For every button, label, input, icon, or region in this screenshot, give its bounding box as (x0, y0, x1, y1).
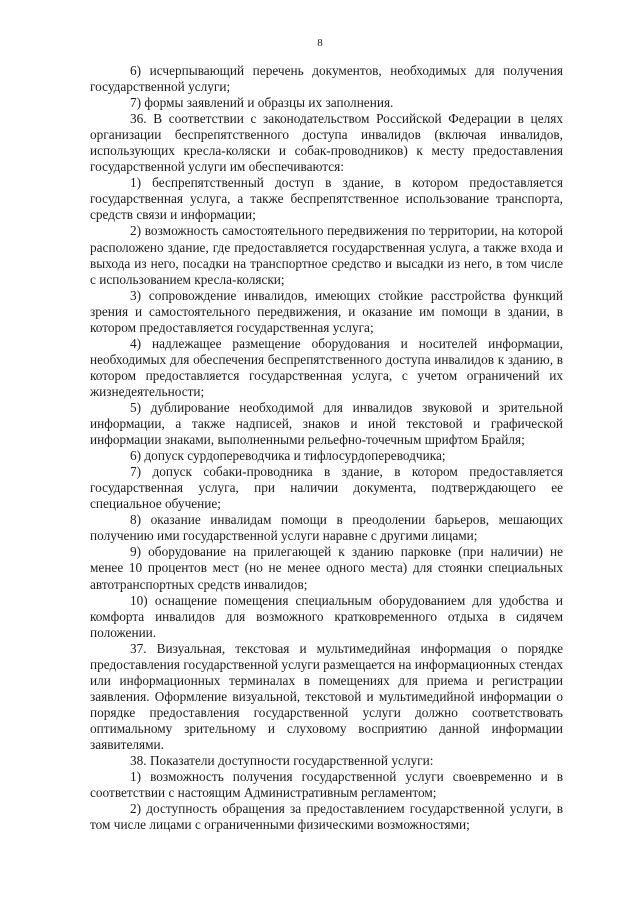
paragraph-36-item-2: 2) возможность самостоятельного передвижения по территории, на которой расположено здание, где предоставляется государственная услуга, а также входа и выхода из него, посадки на транспортное средство и высадки из него, в том числе с использованием кресла-коляски; (90, 223, 563, 287)
paragraph-36-item-4: 4) надлежащее размещение оборудования и носителей информации, необходимых для обеспечения беспрепятственного доступа инвалидов к зданию, в котором предоставляется государственная услуга, с учетом ограничений их жизнедеятельности; (90, 335, 563, 399)
paragraph-38-item-2: 2) доступность обращения за предоставлением государственной услуги, в том числе лицами с ограниченными физическими возможностями; (90, 801, 563, 833)
paragraph-36-item-7: 7) допуск собаки-проводника в здание, в котором предоставляется государственная услуга, при наличии документа, подтверждающего ее специальное обучение; (90, 464, 563, 512)
page-number: 8 (317, 37, 323, 49)
paragraph-36-item-6: 6) допуск сурдопереводчика и тифлосурдопереводчика; (130, 448, 446, 464)
paragraph-36-item-1: 1) беспрепятственный доступ в здание, в котором предоставляется государственная услуга, а также беспрепятственное использование транспорта, средств связи и информации; (90, 175, 563, 223)
paragraph-36-item-3: 3) сопровождение инвалидов, имеющих стойкие расстройства функций зрения и самостоятельного передвижения, и оказание им помощи в здании, в котором предоставляется государственная услуга; (90, 287, 563, 335)
document-body (90, 63, 563, 833)
paragraph-36-item-9: 9) оборудование на прилегающей к зданию парковке (при наличии) не менее 10 процентов мест (но не менее одного места) для стоянки специальных автотранспортных средств инвалидов; (90, 544, 563, 592)
paragraph-section-37: 37. Визуальная, текстовая и мультимедийная информация о порядке предоставления государственной услуги размещается на информационных стендах или информационных терминалах в помещениях для приема и регистрации заявления. Оформление визуальной, текстовой и мультимедийной информации о порядке предоставления государственной услуги должно соответствовать оптимальному зрительному и слуховому восприятию данной информации заявителями. (90, 640, 564, 752)
paragraph-38-item-1: 1) возможность получения государственной услуги своевременно и в соответствии с настоящим Административным регламентом; (90, 769, 563, 801)
paragraph-36-item-5: 5) дублирование необходимой для инвалидов звуковой и зрительной информации, а также надписей, знаков и иной текстовой и графической информации знаками, выполненными рельефно-точечным шрифтом Брайля; (90, 399, 563, 448)
paragraph-item-6-documents-list: 6) исчерпывающий перечень документов, необходимых для получения государственной услуги; (90, 63, 563, 95)
paragraph-36-item-8: 8) оказание инвалидам помощи в преодолении барьеров, мешающих получению ими государственной услуги наравне с другими лицами; (90, 512, 563, 544)
paragraph-item-7-application-forms: 7) формы заявлений и образцы их заполнения. (130, 95, 394, 111)
paragraph-section-38: 38. Показатели доступности государственной услуги: (130, 753, 434, 769)
paragraph-36-item-10: 10) оснащение помещения специальным оборудованием для удобства и комфорта инвалидов для возможного кратковременного отдыха в сидячем положении. (90, 592, 563, 640)
paragraph-section-36: 36. В соответствии с законодательством Российской Федерации в целях организации беспрепятственного доступа инвалидов (включая инвалидов, использующих кресла-коляски и собак-проводников) к месту предоставления государственной услуги им обеспечиваются: (90, 111, 563, 175)
